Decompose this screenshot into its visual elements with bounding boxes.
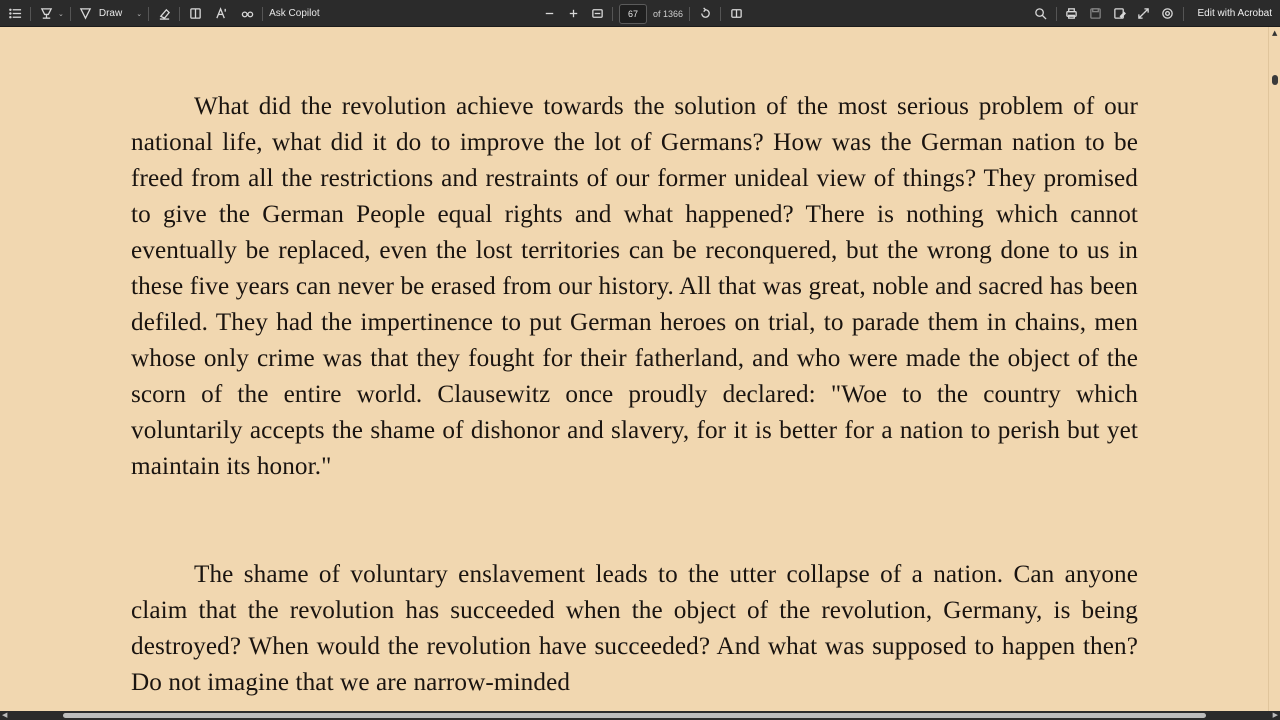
toolbar-separator <box>720 7 721 21</box>
vertical-scrollbar[interactable] <box>1268 27 1280 711</box>
save-icon[interactable] <box>1087 5 1105 23</box>
page-total: of 1366 <box>653 8 684 19</box>
contents-list-icon[interactable] <box>6 5 24 23</box>
save-as-icon[interactable] <box>1111 5 1129 23</box>
gear-icon[interactable] <box>1159 5 1177 23</box>
rotate-icon[interactable] <box>696 5 714 23</box>
toolbar-center-group <box>540 0 745 27</box>
scroll-left-icon[interactable]: ◀ <box>2 711 8 719</box>
text-size-icon[interactable] <box>212 5 230 23</box>
toolbar-separator <box>179 7 180 21</box>
toolbar-separator <box>148 7 149 21</box>
two-page-view-icon[interactable] <box>727 5 745 23</box>
ask-copilot-button[interactable] <box>269 3 320 25</box>
horizontal-scrollbar[interactable] <box>0 711 1280 720</box>
chevron-down-icon: ⌄ <box>136 10 143 18</box>
page-view-icon[interactable] <box>186 5 204 23</box>
zoom-out-icon[interactable] <box>540 5 558 23</box>
chevron-down-icon: ⌄ <box>58 10 64 18</box>
vertical-scroll-thumb[interactable] <box>1272 75 1278 85</box>
paragraph-2: The shame of voluntary enslavement leads to the utter collapse of a nation. Can anyone claim that the revolution has succeeded when the object of the revolution, Germany, is being destroyed? When would the revolution have succeeded? And what was supposed to happen then? Do not imagine that we are narrow-minded <box>131 561 1138 696</box>
highlight-button[interactable] <box>37 3 64 25</box>
highlighter-icon <box>37 5 55 23</box>
read-aloud-icon[interactable] <box>238 5 256 23</box>
toolbar-separator <box>612 7 613 21</box>
toolbar-separator <box>70 7 71 21</box>
draw-button[interactable] <box>77 3 142 25</box>
toolbar-separator <box>262 7 263 21</box>
toolbar-left-group <box>6 0 320 27</box>
toolbar-separator <box>1183 7 1184 21</box>
draw-pen-icon <box>77 5 95 23</box>
draw-label: Draw <box>98 8 123 19</box>
paragraph-1: What did the revolution achieve towards the solution of the most serious problem of our national life, what did it do to improve the lot of Germans? How was the German nation to be freed from all the restrictions and restraints of our former unideal view of things? They promised to give the German People equal rights and what happened? There is nothing which cannot eventually be replaced, even the lost territories can be reconquered, but the wrong done to us in these five years can never be erased from our history. All that was great, noble and sacred has been defiled. They had the impertinence to put German heroes on trial, to parade them in chains, men whose only crime was that they fought for their fatherland, and who were made the object of the scorn of the entire world. Clausewitz once proudly declared: "Woe to the country which voluntarily accepts the shame of dishonor and slavery, for it is better for a nation to perish but yet maintain its honor." <box>131 93 1138 480</box>
search-icon[interactable] <box>1032 5 1050 23</box>
toolbar-right-group <box>1032 0 1272 27</box>
edit-with-acrobat-button[interactable] <box>1190 3 1272 25</box>
document-page <box>0 27 1268 711</box>
toolbar-separator <box>30 7 31 21</box>
print-icon[interactable] <box>1063 5 1081 23</box>
scroll-up-icon[interactable]: ▲ <box>1272 29 1278 37</box>
ask-copilot-label: Ask Copilot <box>269 8 320 19</box>
zoom-in-icon[interactable] <box>564 5 582 23</box>
fit-to-width-icon[interactable] <box>588 5 606 23</box>
page-number-input[interactable]: 67 <box>619 4 647 24</box>
toolbar-separator <box>689 7 690 21</box>
toolbar-separator <box>1056 7 1057 21</box>
fullscreen-icon[interactable] <box>1135 5 1153 23</box>
eraser-icon[interactable] <box>155 5 173 23</box>
scroll-right-icon[interactable]: ▶ <box>1272 711 1278 719</box>
edit-with-acrobat-label: Edit with Acrobat <box>1197 8 1272 19</box>
horizontal-scroll-thumb[interactable] <box>63 713 1206 718</box>
toolbar <box>0 0 1280 27</box>
